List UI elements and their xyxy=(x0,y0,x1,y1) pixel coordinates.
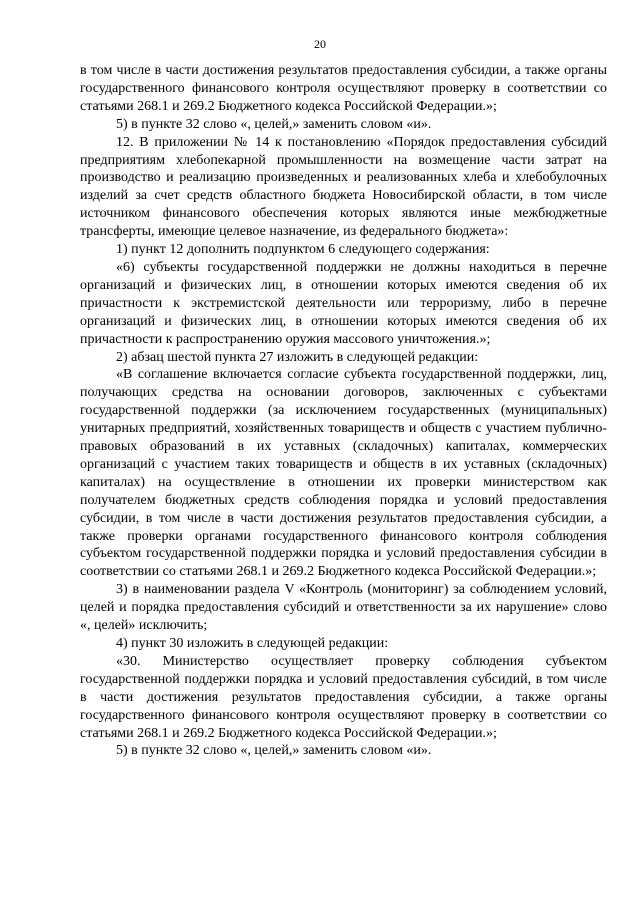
paragraph-item-5: 5) в пункте 32 слово «, целей,» заменить словом «и». xyxy=(116,116,432,132)
paragraph-continuation: в том числе в части достижения результатов предоставления субсидии, а также органы государственного финансового контроля осуществляют проверку в соответствии со статьями 268.1 и 269.2 Бюджетного кодекса Российской Федерации.»; xyxy=(80,63,607,114)
document-body xyxy=(80,62,607,760)
paragraph-section-12: 12. В приложении № 14 к постановлению «Порядок предоставления субсидий предприятиям хлебопекарной промышленности на возмещение части затрат на производство и реализацию произведенных и реализованных хлеба и хлебобулочных изделий за счет средств областного бюджета Новосибирской области, в том числе источником финансового обеспечения которых являются иные межбюджетные трансферты, имеющие целевое назначение, из федерального бюджета»: xyxy=(80,134,607,240)
paragraph-item-3: 3) в наименовании раздела V «Контроль (мониторинг) за соблюдением условий, целей и порядка предоставления субсидий и ответственности за их нарушение» слово «, целей» исключить; xyxy=(80,582,607,634)
paragraph-quote-agreement: «В соглашение включается согласие субъекта государственной поддержки, лиц, получающих средства на основании договоров, заключенных с субъектами государственной поддержки (за исключением государственных (муниципальных) унитарных предприятий, хозяйственных товариществ и обществ с участием публично-правовых образований в их уставных (складочных) капиталах, коммерческих организаций с участием таких товариществ и обществ в их уставных (складочных) капиталах) на осуществление в отношении их проверки министерством как получателем бюджетных средств соблюдения порядка и условий предоставления субсидии, в том числе в части достижения результатов предоставления субсидии, а также проверки органами государственного финансового контроля соблюдения субъектом государственной поддержки порядка и условий предоставления субсидии в соответствии со статьями 268.1 и 269.2 Бюджетного кодекса Российской Федерации.»; xyxy=(80,367,607,580)
page-number: 20 xyxy=(314,37,326,51)
paragraph-item-4: 4) пункт 30 изложить в следующей редакции: xyxy=(116,636,389,651)
paragraph-item-2: 2) абзац шестой пункта 27 изложить в следующей редакции: xyxy=(116,349,479,365)
paragraph-item-5-repeat: 5) в пункте 32 слово «, целей,» заменить словом «и». xyxy=(116,743,432,759)
paragraph-quote-6: «6) субъекты государственной поддержки не должны находиться в перечне организаций и физических лиц, в отношении которых имеются сведения об их причастности к экстремистской деятельности или терроризму, либо в перечне организаций и физических лиц, в отношении которых имеются сведения об их причастности к распространению оружия массового уничтожения.»; xyxy=(80,259,607,347)
paragraph-quote-30: «30. Министерство осуществляет проверку соблюдения субъектом государственной поддержки порядка и условий предоставления субсидий, в том числе в части достижения результатов предоставления субсидии, а также органы государственного финансового контроля осуществляют проверку в соответствии со статьями 268.1 и 269.2 Бюджетного кодекса Российской Федерации.»; xyxy=(80,653,607,741)
paragraph-item-1: 1) пункт 12 дополнить подпунктом 6 следующего содержания: xyxy=(116,242,490,258)
